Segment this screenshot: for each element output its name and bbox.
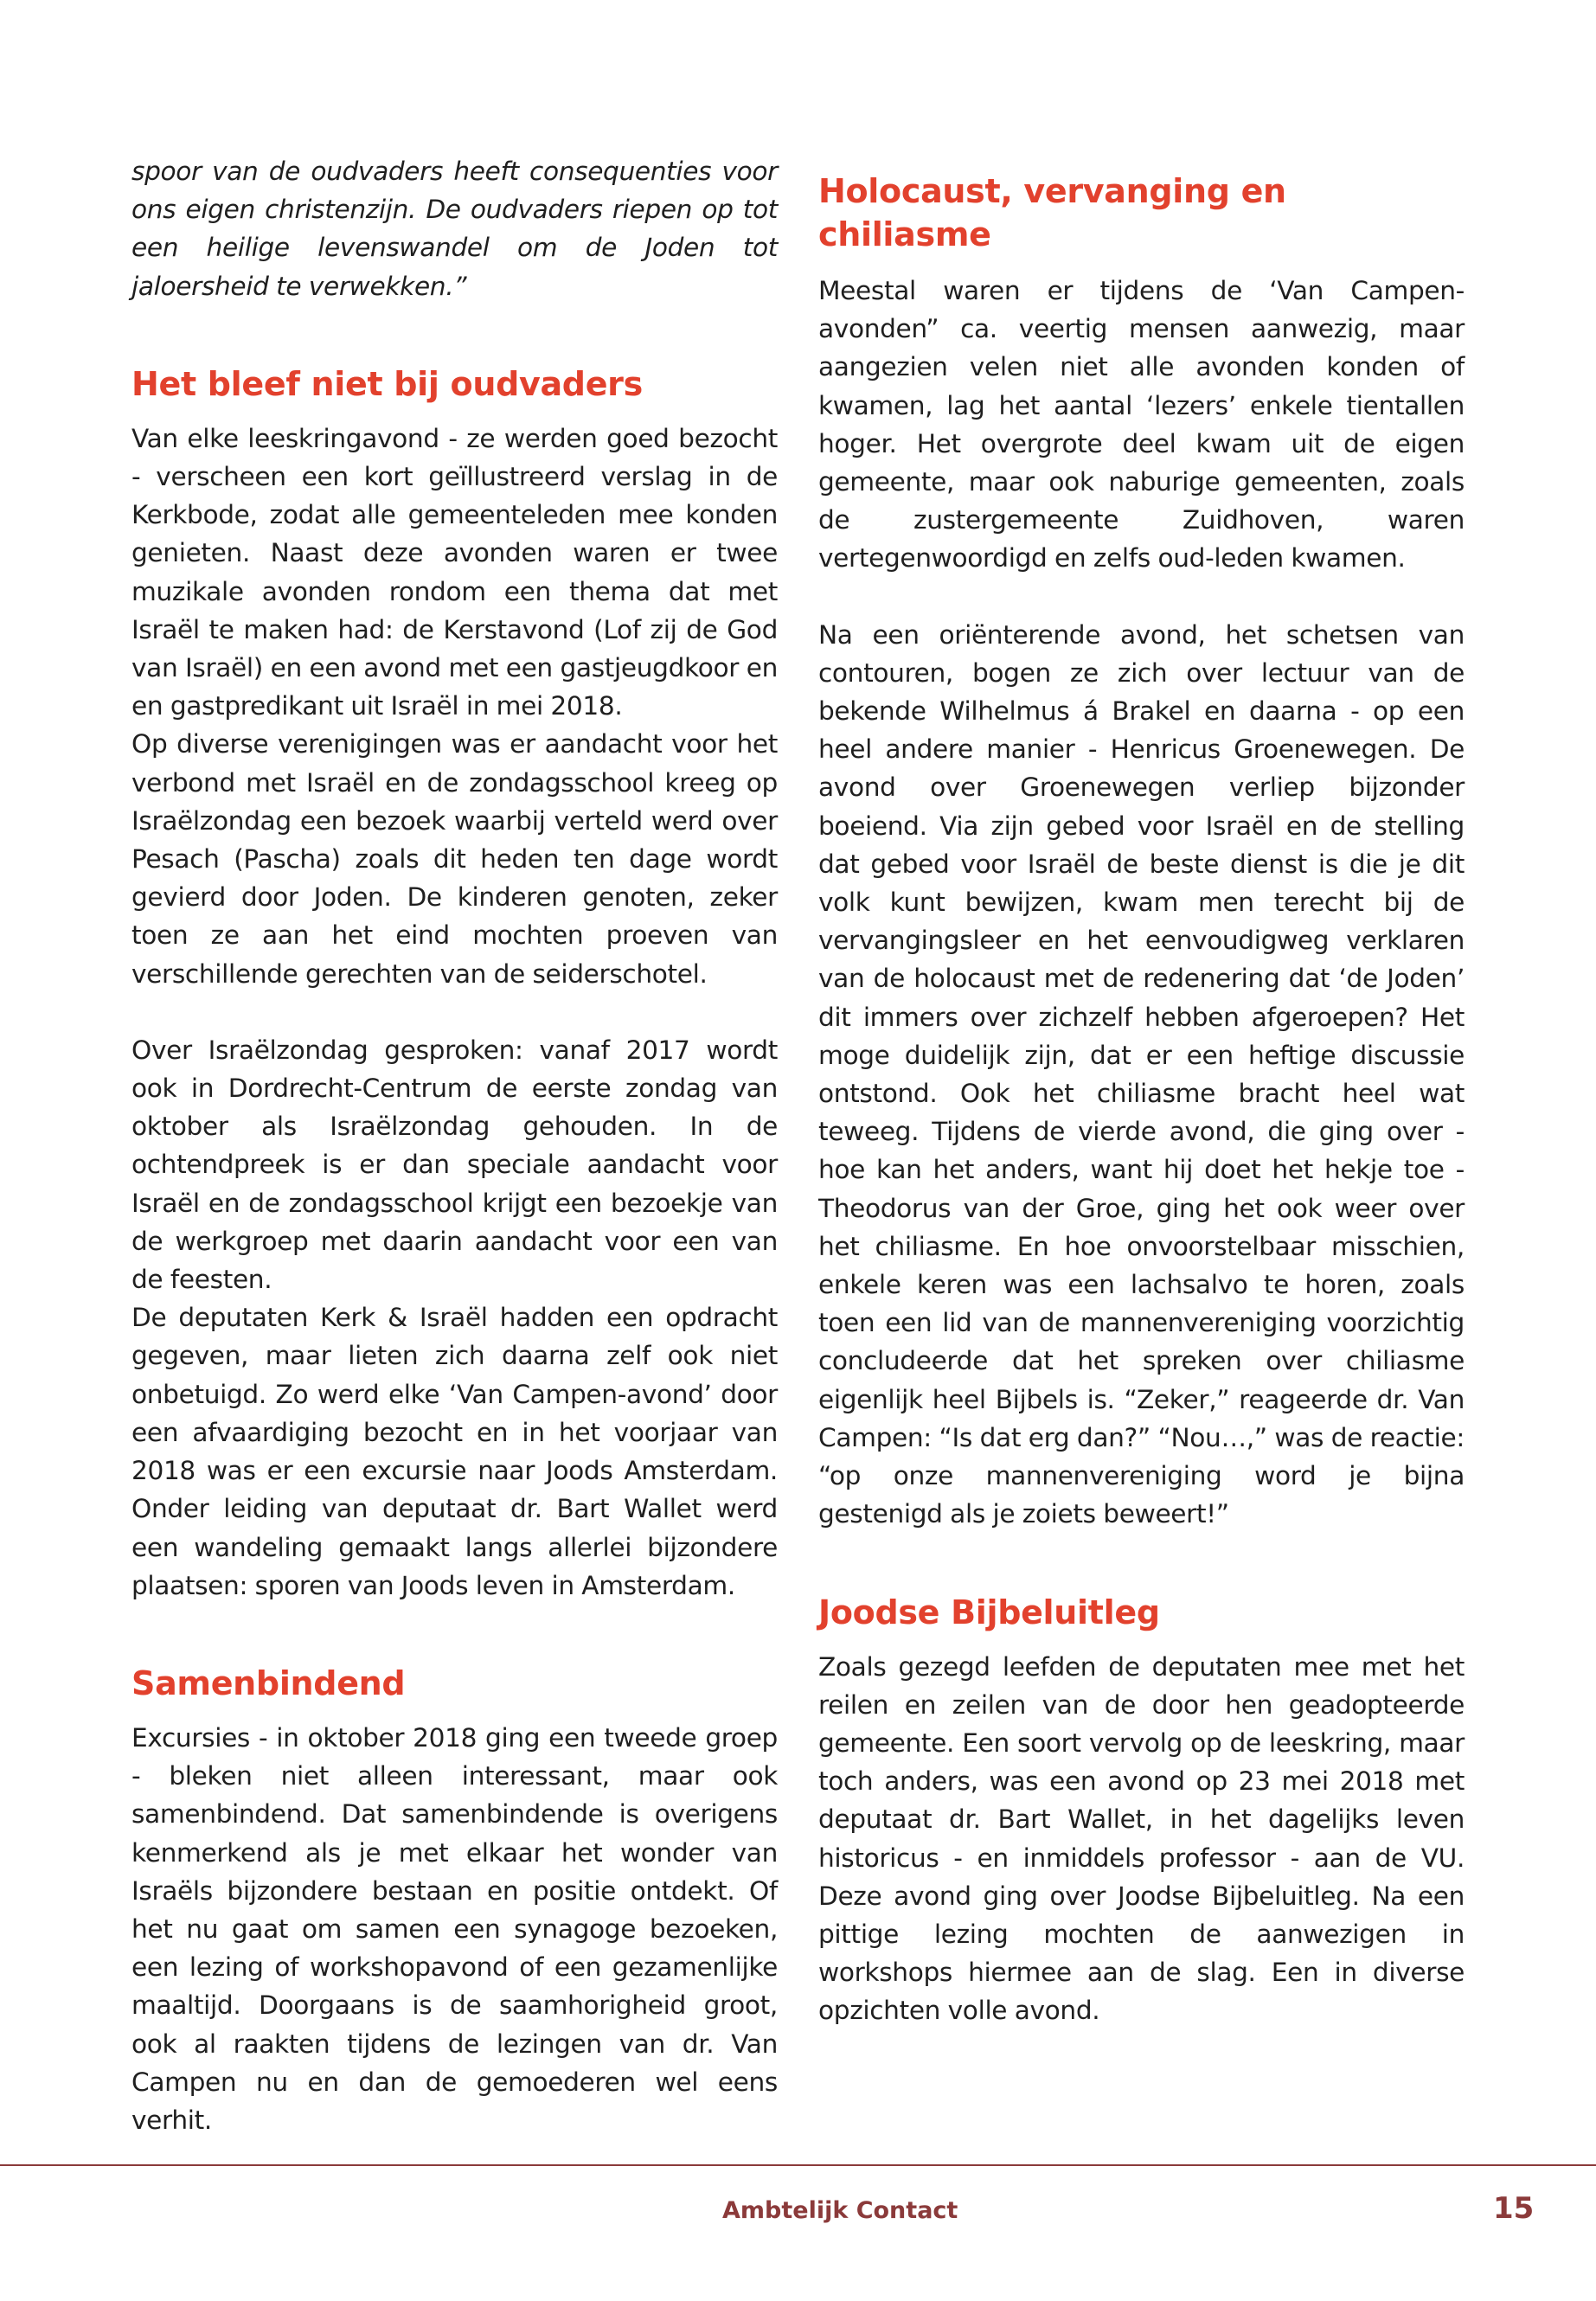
paragraph-excursies: Excursies - in oktober 2018 ging een tweede groep - bleken niet alleen interessant, maar ook samenbindend. Dat samenbindende is overigens kenmerkend als je met elkaar het wonder van Israëls bijzondere bestaan en positie ontdekt. Of het nu gaat om samen een synagoge bezoeken, een lezing of workshopavond of een gezamenlijke maaltijd. Doorgaans is de saamhorigheid groot, ook al raakten tijdens de lezingen van dr. Van Campen nu en dan de gemoederen wel eens verhit. [131, 1722, 778, 2135]
left-column [131, 152, 778, 2139]
paragraph-leeskringavond: Van elke leeskringavond - ze werden goed bezocht - verscheen een kort geïllustreerd verslag in de Kerkbode, zodat alle gemeenteleden mee konden genieten. Naast deze avonden waren er twee muzikale avonden rondom een thema dat met Israël te maken had: de Kerstavond (Lof zij de God van Israël) en een avond met een gastjeugdkoor en en gastpredikant uit Israël in mei 2018. [131, 423, 778, 721]
paragraph-deputaten: De deputaten Kerk & Israël hadden een opdracht gegeven, maar lieten zich daarna zelf ook niet onbetuigd. Zo werd elke ‘Van Campen-avond’ door een afvaardiging bezocht en in het voorjaar van 2018 was er een excursie naar Joods Amsterdam. Onder leiding van deputaat dr. Bart Wallet werd een wandeling gemaakt langs allerlei bijzondere plaatsen: sporen van Joods leven in Amsterdam. [131, 1303, 778, 1600]
page-number: 15 [1493, 2191, 1535, 2226]
heading-het-bleef-niet-bij-oudvaders: Het bleef niet bij oudvaders [131, 364, 643, 403]
heading-samenbindend: Samenbindend [131, 1663, 406, 1702]
paragraph-joodse-bijbeluitleg: Zoals gezegd leefden de deputaten mee met het reilen en zeilen van de door hen geadopteerde gemeente. Een soort vervolg op de leeskring, maar toch anders, was een avond op 23 mei 2018 met deputaat dr. Bart Wallet, in het dagelijks leven historicus - en inmiddels professor - aan de VU. Deze avond ging over Joodse Bijbeluitleg. Na een pittige lezing mochten de aanwezigen in workshops hiermee aan de slag. Een in diverse opzichten volle avond. [818, 1651, 1465, 2026]
intro-paragraph: spoor van de oudvaders heeft consequenties voor ons eigen christenzijn. De oudvaders riepen op tot een heilige levenswandel om de Joden tot jaloersheid te verwekken.” [131, 157, 778, 301]
paragraph-orienterende-avond: Na een oriënterende avond, het schetsen van contouren, bogen ze zich over lectuur van de bekende Wilhelmus á Brakel en daarna - op een heel andere manier - Henricus Groenewegen. De avond over Groenewegen verliep bijzonder boeiend. Via zijn gebed voor Israël en de stelling dat gebed voor Israël de beste dienst is die je dit volk kunt bewijzen, kwam men terecht bij de vervangingsleer en het eenvoudigweg verklaren van de holocaust met de redenering dat ‘de Joden’ dit immers over zichzelf hebben afgeroepen? Het moge duidelijk zijn, dat er een heftige discussie ontstond. Ook het chiliasme bracht heel wat teweeg. Tijdens de vierde avond, die ging over - hoe kan het anders, want hij doet het hekje toe - Theodorus van der Groe, ging het ook weer over het chiliasme. En hoe onvoorstelbaar misschien, enkele keren was een lachsalvo te horen, zoals toen een lid van de mannenvereniging voorzichtig concludeerde dat het spreken over chiliasme eigenlijk heel Bijbels is. “Zeker,” reageerde dr. Van Campen: “Is dat erg dan?” “Nou…,” was de reactie: “op onze mannenvereniging word je bijna gestenigd als je zoiets beweert!” [818, 619, 1465, 1529]
heading-holocaust-vervanging-chiliasme: Holocaust, vervanging en chiliasme [818, 172, 1286, 253]
paragraph-israelzondag: Over Israëlzondag gesproken: vanaf 2017 wordt ook in Dordrecht-Centrum de eerste zondag van oktober als Israëlzondag gehouden. In de ochtendpreek is er dan speciale aandacht voor Israël en de zondagsschool krijgt een bezoekje van de werkgroep met daarin aandacht voor een van de feesten. [131, 1035, 778, 1295]
paragraph-van-campen-avonden: Meestal waren er tijdens de ‘Van Campen-avonden” ca. veertig mensen aanwezig, maar aangezien velen niet alle avonden konden of kwamen, lag het aantal ‘lezers’ enkele tientallen hoger. Het overgrote deel kwam uit de eigen gemeente, maar ook naburige gemeenten, zoals de zustergemeente Zuidhoven, waren vertegenwoordigd en zelfs oud-leden kwamen. [818, 276, 1465, 574]
paragraph-verenigingen: Op diverse verenigingen was er aandacht voor het verbond met Israël en de zondagsschool kreeg op Israëlzondag een bezoek waarbij verteld werd over Pesach (Pascha) zoals dit heden ten dage wordt gevierd door Joden. De kinderen genoten, zeker toen ze aan het eind mochten proeven van verschillende gerechten van de seiderschotel. [131, 729, 778, 989]
footer-publication-title: Ambtelijk Contact [722, 2197, 958, 2224]
footer-rule [0, 2164, 1596, 2166]
heading-joodse-bijbeluitleg: Joodse Bijbeluitleg [818, 1593, 1160, 1631]
right-column [818, 170, 1465, 2030]
